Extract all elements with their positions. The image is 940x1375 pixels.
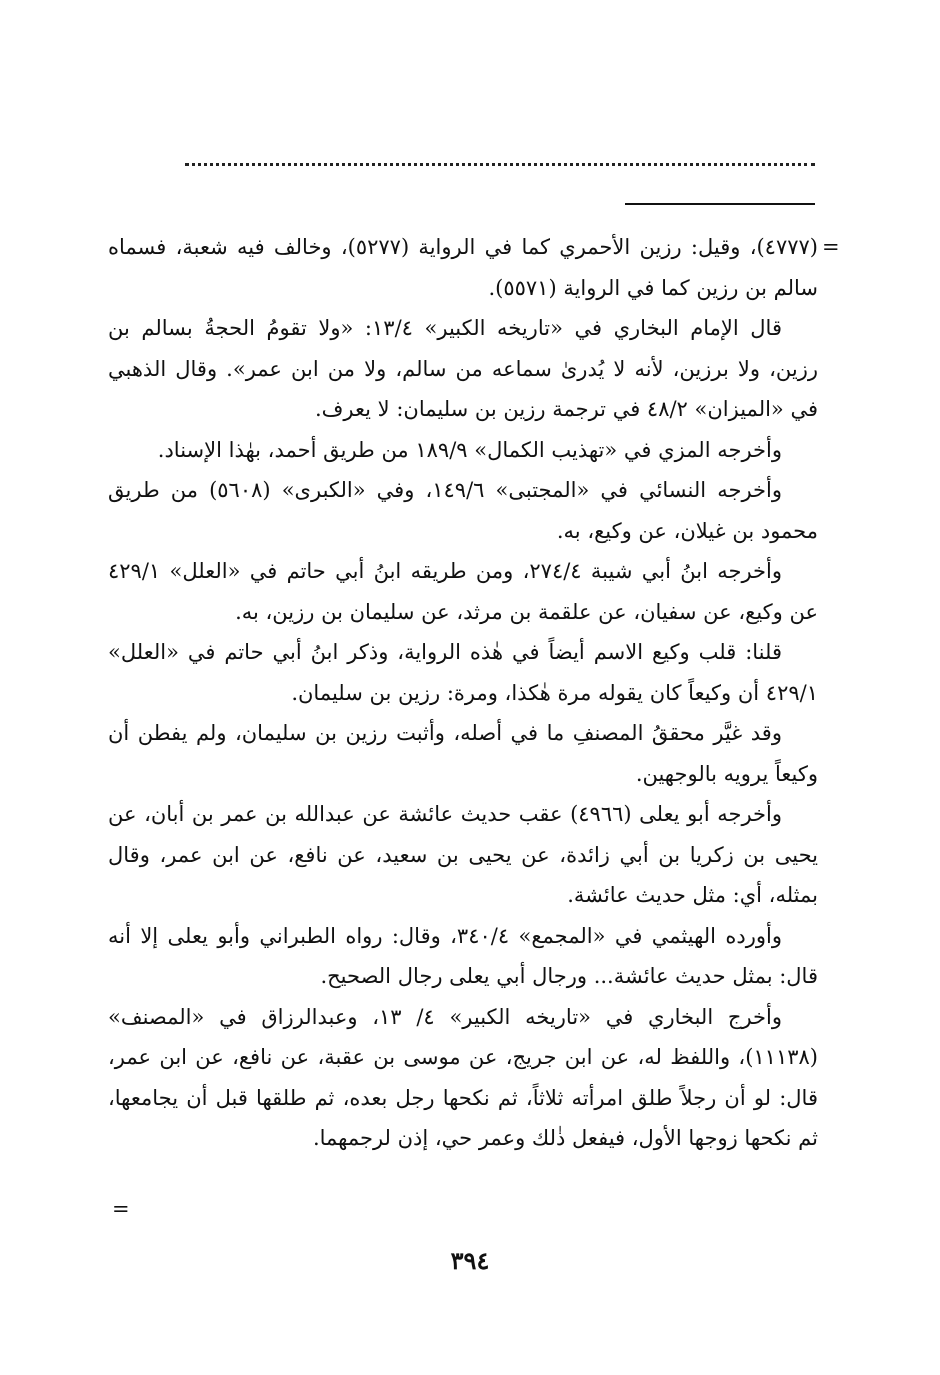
paragraph: وأخرج البخاري في «تاريخه الكبير» ٤/ ١٣، وعبدالرزاق في «المصنف» (١١١٣٨)، واللفظ له، عن ابن جريج، عن موسى بن عقبة، عن نافع، عن ابن عمر، قال: لو أن رجلاً طلق امرأته ثلاثاً، ثم نكحها رجل بعده، ثم طلقها قبل أن يجامعها، ثم نكحها زوجها الأول، فيفعل ذٰلك وعمر حي، إذن لرجمهما. — [108, 1004, 818, 1150]
paragraph: وأخرجه النسائي في «المجتبى» ١٤٩/٦، وفي «الكبرى» (٥٦٠٨) من طريق محمود بن غيلان، عن وكيع، به. — [108, 478, 818, 543]
footnote-dotted-separator — [185, 163, 815, 178]
footnote-text — [108, 227, 818, 1159]
paragraph: قال الإمام البخاري في «تاريخه الكبير» ١٣/٤: «ولا تقومُ الحجةُ بسالم بن رزين، ولا برزين، لأنه لا يُدرىٰ سماعه من سالم، ولا من ابن عمر». وقال الذهبي في «الميزان» ٤٨/٢ في ترجمة رزين بن سليمان: لا يعرف. — [108, 316, 818, 421]
paragraph: وأورده الهيثمي في «المجمع» ٣٤٠/٤، وقال: رواه الطبراني وأبو يعلى إلا أنه قال: بمثل حديث عائشة... ورجال أبي يعلى رجال الصحيح. — [108, 923, 818, 988]
paragraph: وأخرجه المزي في «تهذيب الكمال» ١٨٩/٩ من طريق أحمد، بهٰذا الإسناد. — [157, 437, 782, 462]
paragraph: قلنا: قلب وكيع الاسم أيضاً في هٰذه الرواية، وذكر ابنُ أبي حاتم في «العلل» ٤٢٩/١ أن وكيعاً كان يقوله مرة هٰكذا، ومرة: رزين بن سليمان. — [108, 640, 818, 705]
paragraph: وأخرجه ابنُ أبي شيبة ٢٧٤/٤، ومن طريقه ابنُ أبي حاتم في «العلل» ٤٢٩/١ عن وكيع، عن سفيان، عن علقمة بن مرثد، عن سليمان بن رزين، به. — [108, 559, 818, 624]
continuation-mark-end: = — [112, 1197, 130, 1221]
paragraph: (٤٧٧٧)، وقيل: رزين الأحمري كما في الرواية (٥٢٧٧)، وخالف فيه شعبة، فسماه سالم بن رزين كما في الرواية (٥٥٧١). — [108, 235, 818, 300]
footnote-rule — [625, 203, 815, 205]
continuation-mark-start: = — [822, 235, 840, 259]
page-number: ٣٩٤ — [450, 1246, 490, 1275]
paragraph: وقد غيَّر محققُ المصنفِ ما في أصله، وأثبت رزين بن سليمان، ولم يفطن أن وكيعاً يرويه بالوجهين. — [108, 721, 818, 786]
paragraph: وأخرجه أبو يعلى (٤٩٦٦) عقب حديث عائشة عن عبدالله بن عمر بن أبان، عن يحيى بن زكريا بن أبي زائدة، عن يحيى بن سعيد، عن نافع، عن ابن عمر، وقال بمثله، أي: مثل حديث عائشة. — [108, 802, 818, 907]
